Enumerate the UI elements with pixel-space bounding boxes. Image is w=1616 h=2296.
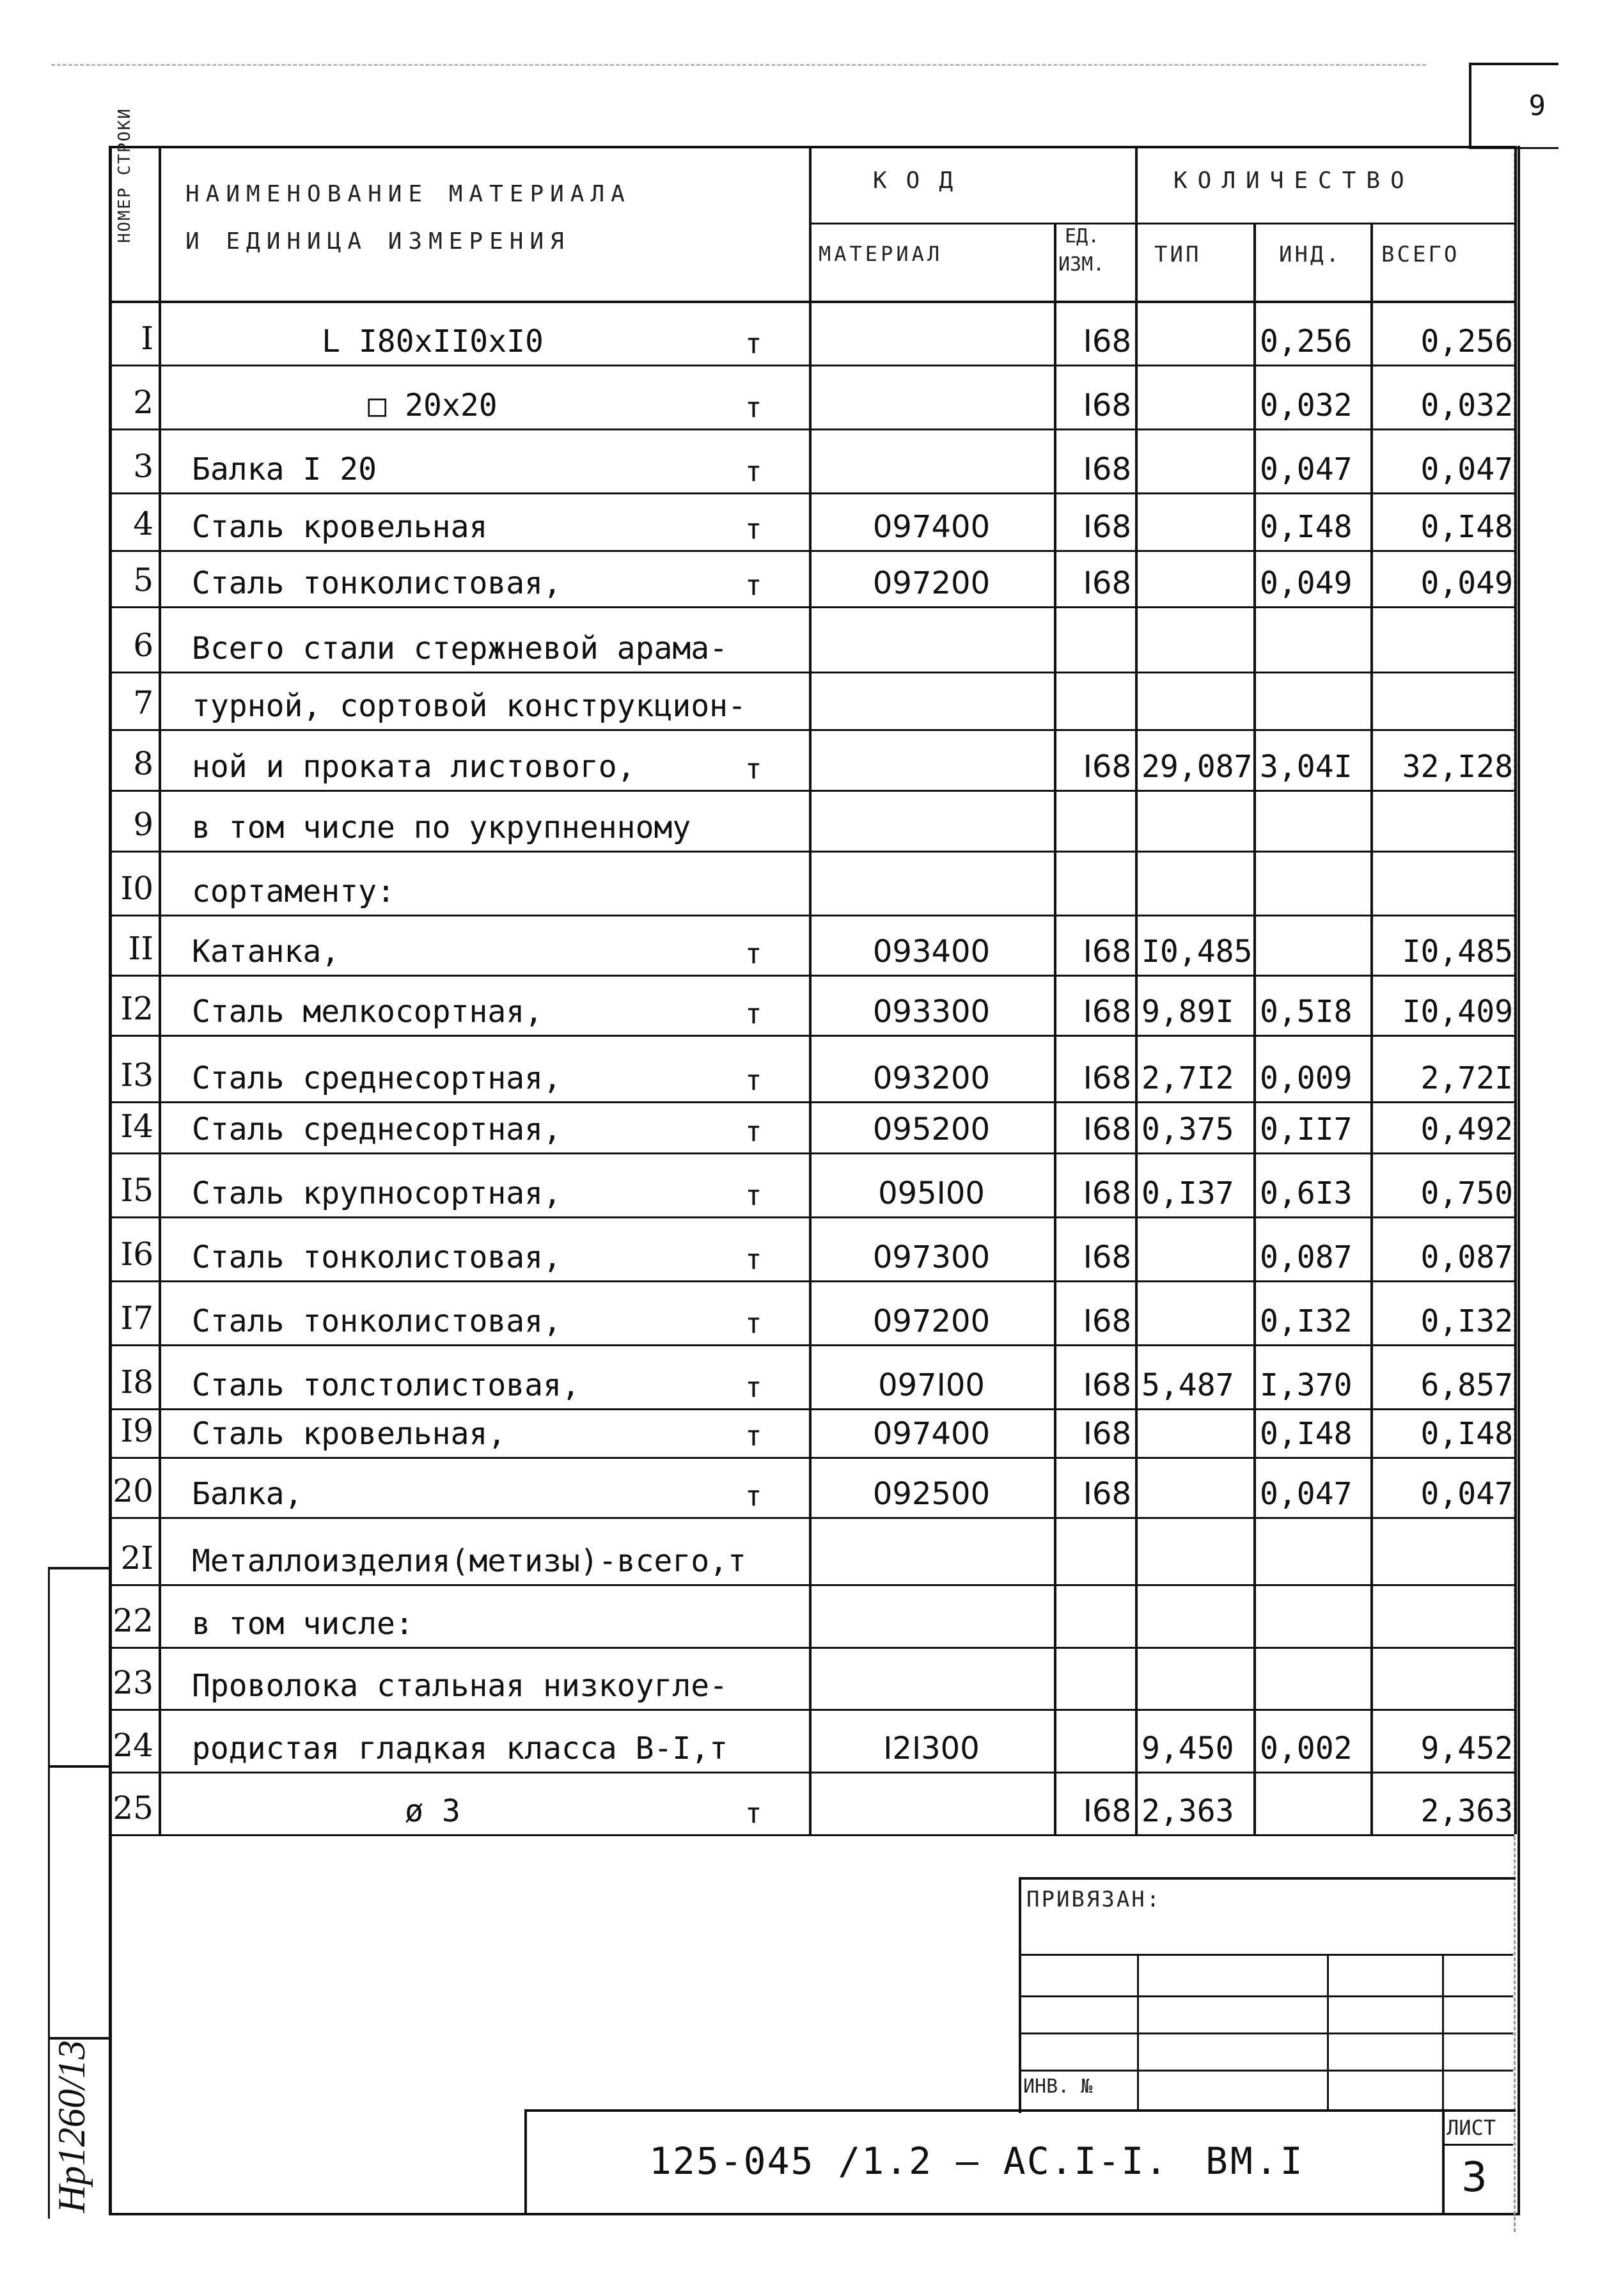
quantity-total: 0,032: [1420, 388, 1513, 423]
unit-code: I68: [1083, 1416, 1131, 1452]
document-suffix: ВМ.I: [1205, 2139, 1305, 2183]
inv-label: ИНВ. №: [1023, 2075, 1093, 2098]
quantity-ind: I,370: [1260, 1367, 1353, 1403]
row-divider: [109, 1517, 1514, 1519]
quantity-total: 6,857: [1420, 1367, 1513, 1403]
material-name: родистая гладкая класса В-I,т: [192, 1731, 728, 1766]
quantity-typ: 2,7I2: [1141, 1060, 1234, 1096]
stamp-line-2: [1019, 1995, 1513, 1997]
quantity-ind: 0,087: [1260, 1239, 1353, 1275]
quantity-ind: 0,II7: [1260, 1112, 1353, 1147]
quantity-ind: 0,256: [1260, 324, 1353, 359]
column-divider: [809, 146, 812, 1834]
material-name: ной и проката листового,: [192, 749, 636, 785]
row-divider: [109, 1457, 1514, 1459]
row-number: 24: [113, 1727, 153, 1764]
unit-of-measure: т: [745, 1371, 762, 1404]
material-name: ø 3: [405, 1793, 460, 1829]
row-divider: [109, 672, 1514, 673]
quantity-ind: 0,5I8: [1260, 994, 1353, 1030]
left-margin-divider: [48, 1765, 109, 1768]
quantity-typ: I0,485: [1141, 934, 1253, 970]
column-divider: [1253, 223, 1256, 1834]
row-divider: [109, 429, 1514, 430]
material-name: Всего стали стержневой арама-: [192, 631, 728, 666]
unit-of-measure: т: [745, 391, 762, 424]
unit-of-measure: т: [745, 938, 762, 970]
row-divider: [109, 1035, 1514, 1037]
quantity-header: КОЛИЧЕСТВО: [1173, 168, 1415, 194]
unit-code: I68: [1083, 509, 1131, 545]
material-code: 093300: [872, 994, 991, 1030]
material-code: 097200: [872, 565, 991, 601]
quantity-ind: 0,I48: [1260, 509, 1353, 545]
material-name: Металлоизделия(метизы)-всего,т: [192, 1543, 746, 1579]
row-number: I3: [120, 1057, 153, 1094]
quantity-ind: 0,047: [1260, 452, 1353, 487]
row-divider: [109, 1216, 1514, 1218]
row-number: I: [141, 320, 153, 357]
material-name: Сталь тонколистовая,: [192, 565, 561, 601]
material-name: Балка,: [192, 1476, 303, 1512]
quantity-total: 9,452: [1420, 1731, 1513, 1766]
material-code: 095I00: [878, 1176, 985, 1211]
material-code: 095200: [872, 1112, 991, 1147]
quantity-total: I0,409: [1402, 994, 1513, 1030]
quantity-total: 0,492: [1420, 1112, 1513, 1147]
quantity-typ: 29,087: [1141, 749, 1253, 785]
row-divider: [109, 1152, 1514, 1154]
material-code: 093400: [872, 934, 991, 970]
material-name: Сталь мелкосортная,: [192, 994, 544, 1030]
unit-code: I68: [1083, 1060, 1131, 1096]
column-divider: [1514, 146, 1517, 1834]
row-number: I7: [120, 1300, 153, 1337]
quantity-typ: 9,89I: [1141, 994, 1234, 1030]
row-divider: [109, 1647, 1514, 1649]
material-name: Сталь крупносортная,: [192, 1176, 561, 1211]
quantity-typ: 2,363: [1141, 1793, 1234, 1829]
material-header: МАТЕРИАЛ: [819, 242, 943, 266]
quantity-total: 0,I32: [1420, 1303, 1513, 1339]
stamp-vline-2: [1327, 1954, 1329, 2111]
sheet-cell-divider: [1442, 2109, 1445, 2213]
material-code: 093200: [872, 1060, 991, 1096]
material-code: 097300: [872, 1239, 991, 1275]
name-header-line2: И ЕДИНИЦА ИЗМЕРЕНИЯ: [185, 228, 570, 255]
unit-code: I68: [1083, 1367, 1131, 1403]
row-number: 23: [113, 1664, 153, 1701]
unit-code: I68: [1083, 934, 1131, 970]
row-divider: [109, 550, 1514, 552]
header-bottom-border: [109, 301, 1514, 303]
unit-code: I68: [1083, 1112, 1131, 1147]
quantity-total: 0,256: [1420, 324, 1513, 359]
quantity-total: 0,047: [1420, 1476, 1513, 1512]
unit-of-measure: т: [745, 1179, 762, 1212]
unit-header-line2: ИЗМ.: [1058, 253, 1105, 276]
row-divider: [109, 1709, 1514, 1711]
row-divider: [109, 1101, 1514, 1103]
material-name: Сталь тонколистовая,: [192, 1239, 561, 1275]
row-divider: [109, 492, 1514, 494]
quantity-typ: 9,450: [1141, 1731, 1234, 1766]
quantity-total: 32,I28: [1402, 749, 1513, 785]
document-code: 125-045 /1.2 — АС.I-I.: [649, 2139, 1169, 2183]
row-number: I2: [120, 990, 153, 1027]
stamp-vline-3: [1442, 1954, 1444, 2111]
column-divider: [1135, 146, 1138, 1834]
row-number-header: НОМЕР СТРОКИ: [115, 107, 134, 243]
material-code: I2I300: [883, 1731, 980, 1766]
material-name: Сталь среднесортная,: [192, 1060, 561, 1096]
unit-code: I68: [1083, 452, 1131, 487]
row-divider: [109, 606, 1514, 608]
row-divider: [109, 915, 1514, 916]
row-divider: [109, 1834, 1514, 1836]
row-number: 3: [133, 448, 153, 485]
unit-of-measure: т: [745, 1243, 762, 1276]
row-divider: [109, 790, 1514, 792]
stamp-vline-1: [1137, 1954, 1139, 2111]
quantity-ind: 0,049: [1260, 565, 1353, 601]
row-divider: [109, 729, 1514, 731]
unit-code: I68: [1083, 1793, 1131, 1829]
material-name: Катанка,: [192, 934, 340, 970]
unit-of-measure: т: [745, 455, 762, 488]
unit-code: I68: [1083, 1176, 1131, 1211]
unit-code: I68: [1083, 994, 1131, 1030]
row-number: 25: [113, 1789, 153, 1827]
unit-of-measure: т: [745, 998, 762, 1030]
privyazan-label: ПРИВЯЗАН:: [1026, 1887, 1162, 1912]
top-scan-edge: [51, 64, 1426, 66]
stamp-line-3: [1019, 2033, 1513, 2034]
unit-of-measure: т: [745, 1420, 762, 1452]
material-name: в том числе:: [192, 1606, 414, 1642]
unit-header-line1: ЕД.: [1065, 225, 1100, 248]
material-name: Сталь кровельная: [192, 509, 488, 545]
quantity-typ: 0,I37: [1141, 1176, 1234, 1211]
unit-code: I68: [1083, 1476, 1131, 1512]
material-name: Балка I 20: [192, 452, 377, 487]
column-divider: [109, 146, 111, 1834]
material-code: 092500: [872, 1476, 991, 1512]
unit-of-measure: т: [745, 1115, 762, 1148]
row-divider: [109, 1584, 1514, 1586]
material-code: 097400: [872, 509, 991, 545]
row-number: 9: [133, 806, 153, 843]
row-divider: [109, 1344, 1514, 1346]
side-stamp-text: Нр1260/13: [51, 2040, 93, 2213]
row-divider: [109, 851, 1514, 853]
quantity-total: 2,363: [1420, 1793, 1513, 1829]
row-divider: [109, 365, 1514, 366]
material-name: Сталь толстолистовая,: [192, 1367, 580, 1403]
row-number: 22: [113, 1602, 153, 1639]
page-number: 9: [1528, 90, 1546, 122]
unit-of-measure: т: [745, 327, 762, 360]
header-subdivider: [809, 223, 1514, 224]
row-number: I0: [120, 870, 153, 907]
unit-code: I68: [1083, 565, 1131, 601]
material-code: 097200: [872, 1303, 991, 1339]
material-code: 097I00: [878, 1367, 985, 1403]
row-number: I8: [120, 1364, 153, 1401]
material-code: 097400: [872, 1416, 991, 1452]
row-number: I9: [120, 1412, 153, 1449]
material-name: сортаменту:: [192, 874, 395, 909]
sheet-label-divider: [1442, 2144, 1513, 2146]
unit-code: I68: [1083, 388, 1131, 423]
unit-of-measure: т: [745, 1064, 762, 1097]
stamp-line-1: [1019, 1954, 1513, 1956]
row-number: I6: [120, 1236, 153, 1273]
unit-of-measure: т: [745, 569, 762, 602]
typ-header: ТИП: [1154, 242, 1202, 267]
unit-code: I68: [1083, 1239, 1131, 1275]
material-name: Сталь кровельная,: [192, 1416, 506, 1452]
unit-code: I68: [1083, 749, 1131, 785]
quantity-total: 0,I48: [1420, 509, 1513, 545]
row-divider: [109, 1408, 1514, 1410]
row-number: 8: [133, 745, 153, 782]
row-number: 5: [133, 562, 153, 599]
row-number: 7: [133, 684, 153, 721]
sheet-number: 3: [1461, 2154, 1487, 2201]
unit-of-measure: т: [745, 753, 762, 785]
sheet-label: ЛИСТ: [1447, 2116, 1496, 2140]
quantity-ind: 0,I32: [1260, 1303, 1353, 1339]
row-number: 6: [133, 627, 153, 664]
left-margin-divider-2: [48, 2037, 109, 2040]
material-name: Сталь тонколистовая,: [192, 1303, 561, 1339]
quantity-ind: 0,I48: [1260, 1416, 1353, 1452]
row-number: II: [128, 930, 153, 967]
row-divider: [109, 1280, 1514, 1282]
unit-of-measure: т: [745, 1797, 762, 1830]
row-number: 2I: [120, 1539, 153, 1577]
quantity-total: 0,750: [1420, 1176, 1513, 1211]
material-name: турной, сортовой конструкцион-: [192, 688, 746, 724]
ind-header: ИНД.: [1279, 242, 1342, 267]
code-header: КОД: [873, 168, 973, 194]
quantity-ind: 0,047: [1260, 1476, 1353, 1512]
row-number: 20: [113, 1472, 153, 1509]
quantity-total: 0,I48: [1420, 1416, 1513, 1452]
page-number-box: [1469, 63, 1558, 149]
row-divider: [109, 1772, 1514, 1773]
row-number: I5: [120, 1172, 153, 1209]
row-number: I4: [120, 1108, 153, 1145]
unit-of-measure: т: [745, 1307, 762, 1340]
unit-of-measure: т: [745, 513, 762, 546]
material-name: □ 20x20: [368, 388, 498, 423]
quantity-ind: 3,04I: [1260, 749, 1353, 785]
quantity-ind: 0,002: [1260, 1731, 1353, 1766]
quantity-typ: 0,375: [1141, 1112, 1234, 1147]
row-divider: [109, 975, 1514, 977]
row-number: 2: [133, 384, 153, 421]
unit-code: I68: [1083, 324, 1131, 359]
material-name: L I80xII0xI0: [322, 324, 544, 359]
stamp-line-4: [1019, 2070, 1513, 2072]
material-name: Сталь среднесортная,: [192, 1112, 561, 1147]
row-number: 4: [133, 505, 153, 542]
quantity-total: 0,087: [1420, 1239, 1513, 1275]
quantity-ind: 0,009: [1260, 1060, 1353, 1096]
material-name: Проволока стальная низкоугле-: [192, 1668, 728, 1704]
total-header: ВСЕГО: [1381, 242, 1460, 267]
unit-of-measure: т: [745, 1480, 762, 1513]
quantity-ind: 0,032: [1260, 388, 1353, 423]
quantity-total: 2,72I: [1420, 1060, 1513, 1096]
unit-code: I68: [1083, 1303, 1131, 1339]
name-header-line1: НАИМЕНОВАНИЕ МАТЕРИАЛА: [185, 181, 631, 207]
quantity-total: 0,049: [1420, 565, 1513, 601]
material-name: в том числе по укрупненному: [192, 810, 691, 845]
quantity-ind: 0,6I3: [1260, 1176, 1353, 1211]
quantity-total: 0,047: [1420, 452, 1513, 487]
quantity-typ: 5,487: [1141, 1367, 1234, 1403]
table-top-border: [109, 146, 1514, 148]
quantity-total: I0,485: [1402, 934, 1513, 970]
